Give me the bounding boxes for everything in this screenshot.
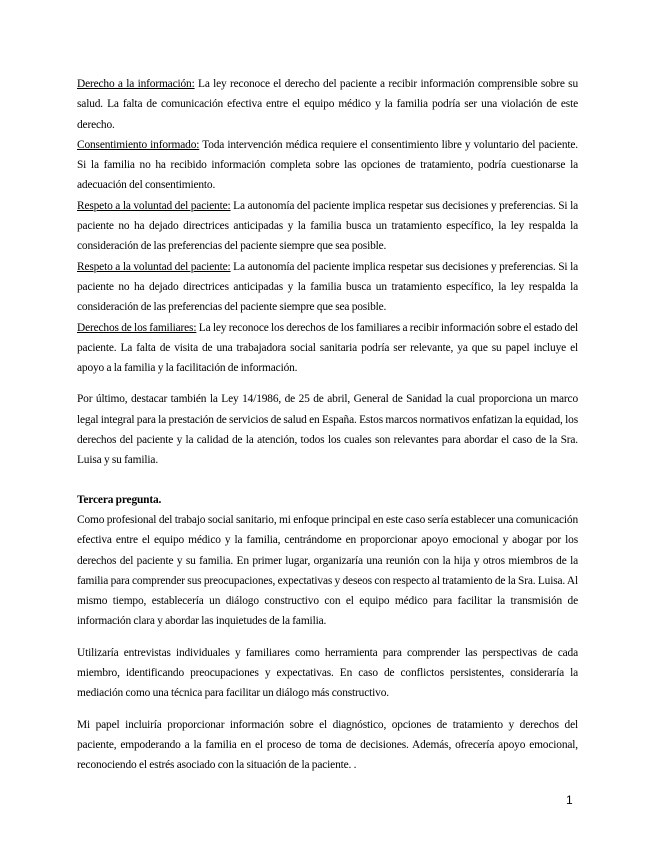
body-paragraph: Utilizaría entrevistas individuales y familiares como herramienta para comprender las perspectivas de cada miembro, identificando preocupaciones y expectativas. En caso de conflictos persistentes, consideraría la mediación como una técnica para facilitar un diálogo más constructivo. bbox=[77, 646, 578, 700]
section-heading: Tercera pregunta. bbox=[77, 493, 162, 506]
page-number: 1 bbox=[566, 793, 573, 807]
right-paragraph bbox=[77, 74, 578, 135]
right-label: Derechos de los familiares: bbox=[77, 321, 197, 334]
right-text: La autonomía del paciente implica respetar sus decisiones y preferencias. Si la paciente no ha dejado directrices anticipadas y la familia busca un tratamiento específico, la ley respalda la consideración de las preferencias del paciente siempre que sea posible. bbox=[77, 260, 578, 314]
body-paragraph: Como profesional del trabajo social sanitario, mi enfoque principal en este caso sería establecer una comunicación efectiva entre el equipo médico y la familia, centrándome en proporcionar apoyo emocional y abogar por los derechos del paciente y su familia. En primer lugar, organizaría una reunión con la hija y otros miembros de la familia para comprender sus preocupaciones, expectativas y deseos con respecto al tratamiento de la Sra. Luisa. Al mismo tiempo, establecería un diálogo constructivo con el equipo médico para facilitar la transmisión de información clara y abordar las inquietudes de la familia. bbox=[77, 513, 578, 628]
right-paragraph bbox=[77, 196, 578, 257]
right-label: Respeto a la voluntad del paciente: bbox=[77, 260, 231, 273]
closing-paragraph: Por último, destacar también la Ley 14/1986, de 25 de abril, General de Sanidad la cual proporciona un marco legal integral para la prestación de servicios de salud en España. Estos marcos normativos enfatizan la equidad, los derechos del paciente y la calidad de la atención, todos los cuales son relevantes para abordar el caso de la Sra. Luisa y su familia. bbox=[77, 393, 578, 467]
right-text: Toda intervención médica requiere el consentimiento libre y voluntario del paciente. Si la familia no ha recibido información completa sobre las opciones de tratamiento, podría cuestionarse la adecuación del consentimiento. bbox=[77, 138, 578, 192]
right-paragraph bbox=[77, 135, 578, 196]
right-paragraph bbox=[77, 257, 578, 318]
right-text: La ley reconoce los derechos de los familiares a recibir información sobre el estado del paciente. La falta de visita de una trabajadora social sanitaria podría ser relevante, ya que su papel incluye el apoyo a la familia y la facilitación de información. bbox=[77, 321, 578, 375]
right-label: Derecho a la información: bbox=[77, 78, 195, 90]
body-paragraph: Mi papel incluiría proporcionar información sobre el diagnóstico, opciones de tratamiento y derechos del paciente, empoderando a la familia en el proceso de toma de decisiones. Además, ofrecería apoyo emocional, reconociendo el estrés asociado con la situación de la paciente. . bbox=[77, 718, 578, 772]
right-paragraph bbox=[77, 318, 578, 379]
page-content bbox=[77, 74, 578, 776]
right-text: La ley reconoce el derecho del paciente a recibir información comprensible sobre su salud. La falta de comunicación efectiva entre el equipo médico y la familia podría ser una violación de este derecho. bbox=[77, 78, 578, 131]
right-label: Consentimiento informado: bbox=[77, 138, 200, 151]
right-label: Respeto a la voluntad del paciente: bbox=[77, 199, 231, 212]
right-text: La autonomía del paciente implica respetar sus decisiones y preferencias. Si la paciente no ha dejado directrices anticipadas y la familia busca un tratamiento específico, la ley respalda la consideración de las preferencias del paciente siempre que sea posible. bbox=[77, 199, 578, 253]
